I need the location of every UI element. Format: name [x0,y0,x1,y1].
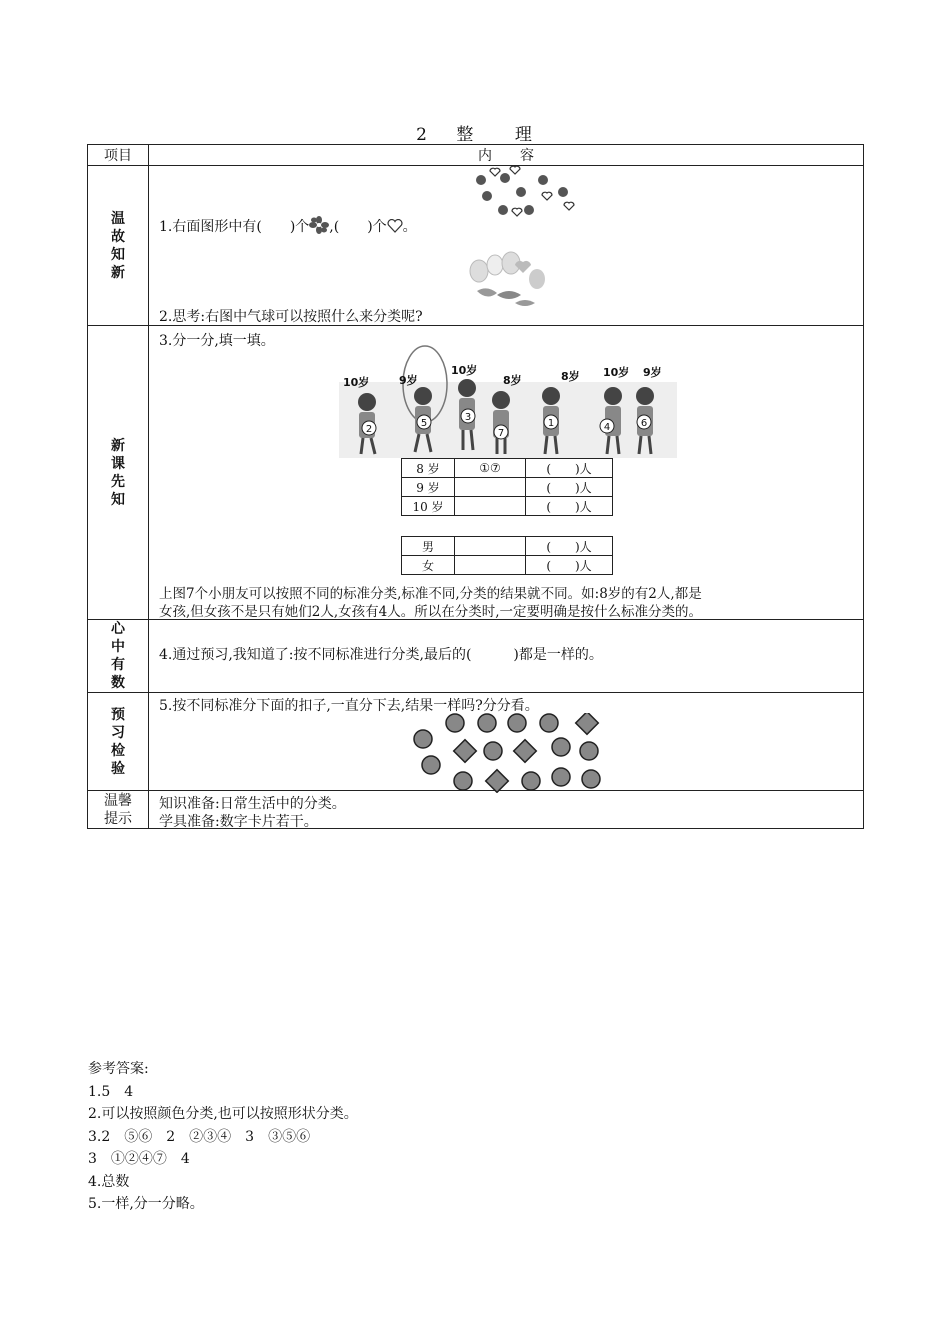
page-title [0,120,950,145]
age-label: 9岁 [399,374,418,387]
age-cell: 10 岁 [402,497,455,516]
answer-4: 4.总数 [88,1173,130,1190]
tip-line-2: 学具准备:数字卡片若干。 [159,814,318,830]
question-5: 5.按不同标准分下面的扣子,一直分下去,结果一样吗?分分看。 [159,698,539,714]
cell-yuxi [149,693,864,791]
question-4: 4.通过预习,我知道了:按不同标准进行分类,最后的( )都是一样的。 [159,647,603,663]
gender-cell: 男 [402,537,455,556]
age-label: 9岁 [643,366,662,379]
label-yuxi: 预习检验 [88,693,149,791]
age-cell: 9 岁 [402,478,455,497]
cell-wenxin [149,791,864,829]
label-wenxin: 温馨提示 [88,791,149,829]
kid-number: 4 [603,422,611,433]
kid-number: 2 [365,424,373,435]
answer-3: 3.2 ⑤⑥ 2 ②③④ 3 ③⑤⑥ [88,1128,311,1145]
balloons-picture [467,251,551,311]
children-picture [339,344,677,458]
flower-icon [309,216,329,234]
count-cell: ( )人 [526,478,613,497]
flowers-hearts-picture [469,166,579,218]
cell-xinzhong [149,620,864,693]
member-cell[interactable] [455,537,526,556]
kid-number: 1 [547,418,555,429]
answer-3-cont: 3 ①②④⑦ 4 [88,1151,190,1167]
age-label: 10岁 [603,366,630,379]
kid-number: 3 [464,412,472,423]
title-char-1: 整 [456,125,476,145]
question-2: 2.思考:右图中气球可以按照什么来分类呢? [159,309,423,325]
age-label: 8岁 [561,370,580,383]
gender-cell: 女 [402,556,455,575]
answer-2: 2.可以按照颜色分类,也可以按照形状分类。 [88,1106,358,1122]
question-1: 1.右面图形中有( )个 ,( )个 。 [159,216,417,236]
heart-icon [387,219,403,233]
title-char-2: 理 [514,125,534,145]
age-table [401,458,613,516]
header-content: 内 容 [149,145,864,166]
count-cell: ( )人 [526,537,613,556]
age-label: 8岁 [503,374,522,387]
age-label: 10岁 [343,376,370,389]
answer-1: 1.5 4 [88,1083,134,1100]
kid-number: 5 [420,418,428,429]
buttons-picture [409,713,609,793]
title-number: 2 [416,125,429,145]
gender-table [401,536,613,575]
note-line-2: 女孩,但女孩不是只有她们2人,女孩有4人。所以在分类时,一定要明确是按什么标准分类的。 [159,604,703,620]
answer-5: 5.一样,分一分略。 [88,1196,204,1212]
age-cell: 8 岁 [402,459,455,478]
answer-heading: 参考答案: [88,1061,149,1077]
cell-wengu [149,166,864,326]
member-cell[interactable] [455,478,526,497]
age-label: 10岁 [451,364,478,377]
cell-xinke [149,326,864,620]
note-line-1: 上图7个小朋友可以按照不同的标准分类,标准不同,分类的结果就不同。如:8岁的有2人,都是 [159,586,702,602]
kid-number: 7 [497,428,505,439]
tip-line-1: 知识准备:日常生活中的分类。 [159,796,346,812]
label-xinke: 新课先知 [88,326,149,620]
label-wengu: 温故知新 [88,166,149,326]
count-cell: ( )人 [526,556,613,575]
worksheet-table [87,144,864,829]
answer-key [88,1058,358,1216]
question-3: 3.分一分,填一填。 [159,333,275,349]
count-cell: ( )人 [526,497,613,516]
label-xinzhong: 心中有数 [88,620,149,693]
member-cell: ①⑦ [455,459,526,478]
member-cell[interactable] [455,556,526,575]
member-cell[interactable] [455,497,526,516]
kid-number: 6 [640,418,648,429]
count-cell: ( )人 [526,459,613,478]
header-item: 项目 [88,145,149,166]
